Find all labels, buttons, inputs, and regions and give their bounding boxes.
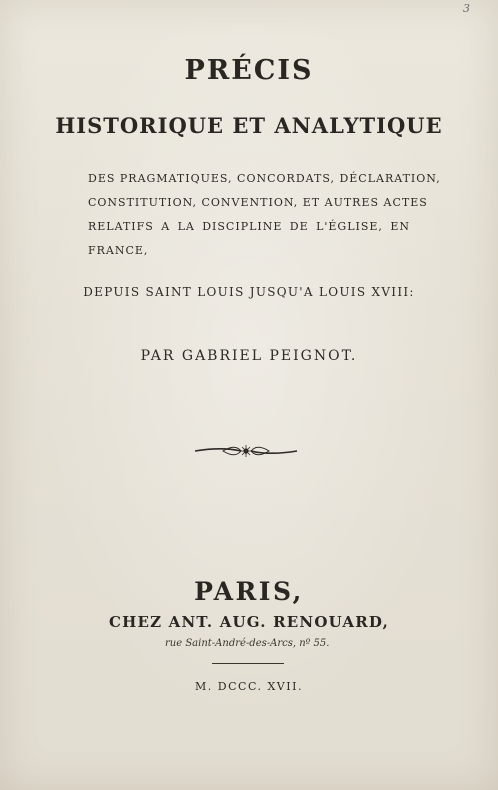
ornament-divider-icon: [193, 444, 299, 458]
description-line: RELATIFS A LA DISCIPLINE DE L'ÉGLISE, EN: [88, 220, 410, 233]
divider-rule: [212, 663, 284, 664]
period-line: DEPUIS SAINT LOUIS JUSQU'A LOUIS XVIII:: [83, 285, 415, 299]
book-subtitle: HISTORIQUE ET ANALYTIQUE: [55, 113, 443, 138]
imprint-city: PARIS,: [194, 577, 304, 606]
imprint-address: rue Saint-André-des-Arcs, nº 55.: [165, 638, 330, 649]
book-title: PRÉCIS: [184, 55, 314, 86]
description-line: FRANCE,: [88, 244, 149, 257]
description-line: CONSTITUTION, CONVENTION, ET AUTRES ACTES: [88, 196, 428, 209]
imprint-date: M. DCCC. XVII.: [195, 680, 303, 693]
description-line: DES PRAGMATIQUES, CONCORDATS, DÉCLARATION,: [88, 172, 441, 185]
author-line: PAR GABRIEL PEIGNOT.: [140, 348, 358, 364]
imprint-publisher: CHEZ ANT. AUG. RENOUARD,: [108, 613, 390, 631]
page-number: 3: [463, 2, 470, 15]
book-description: [88, 167, 441, 263]
